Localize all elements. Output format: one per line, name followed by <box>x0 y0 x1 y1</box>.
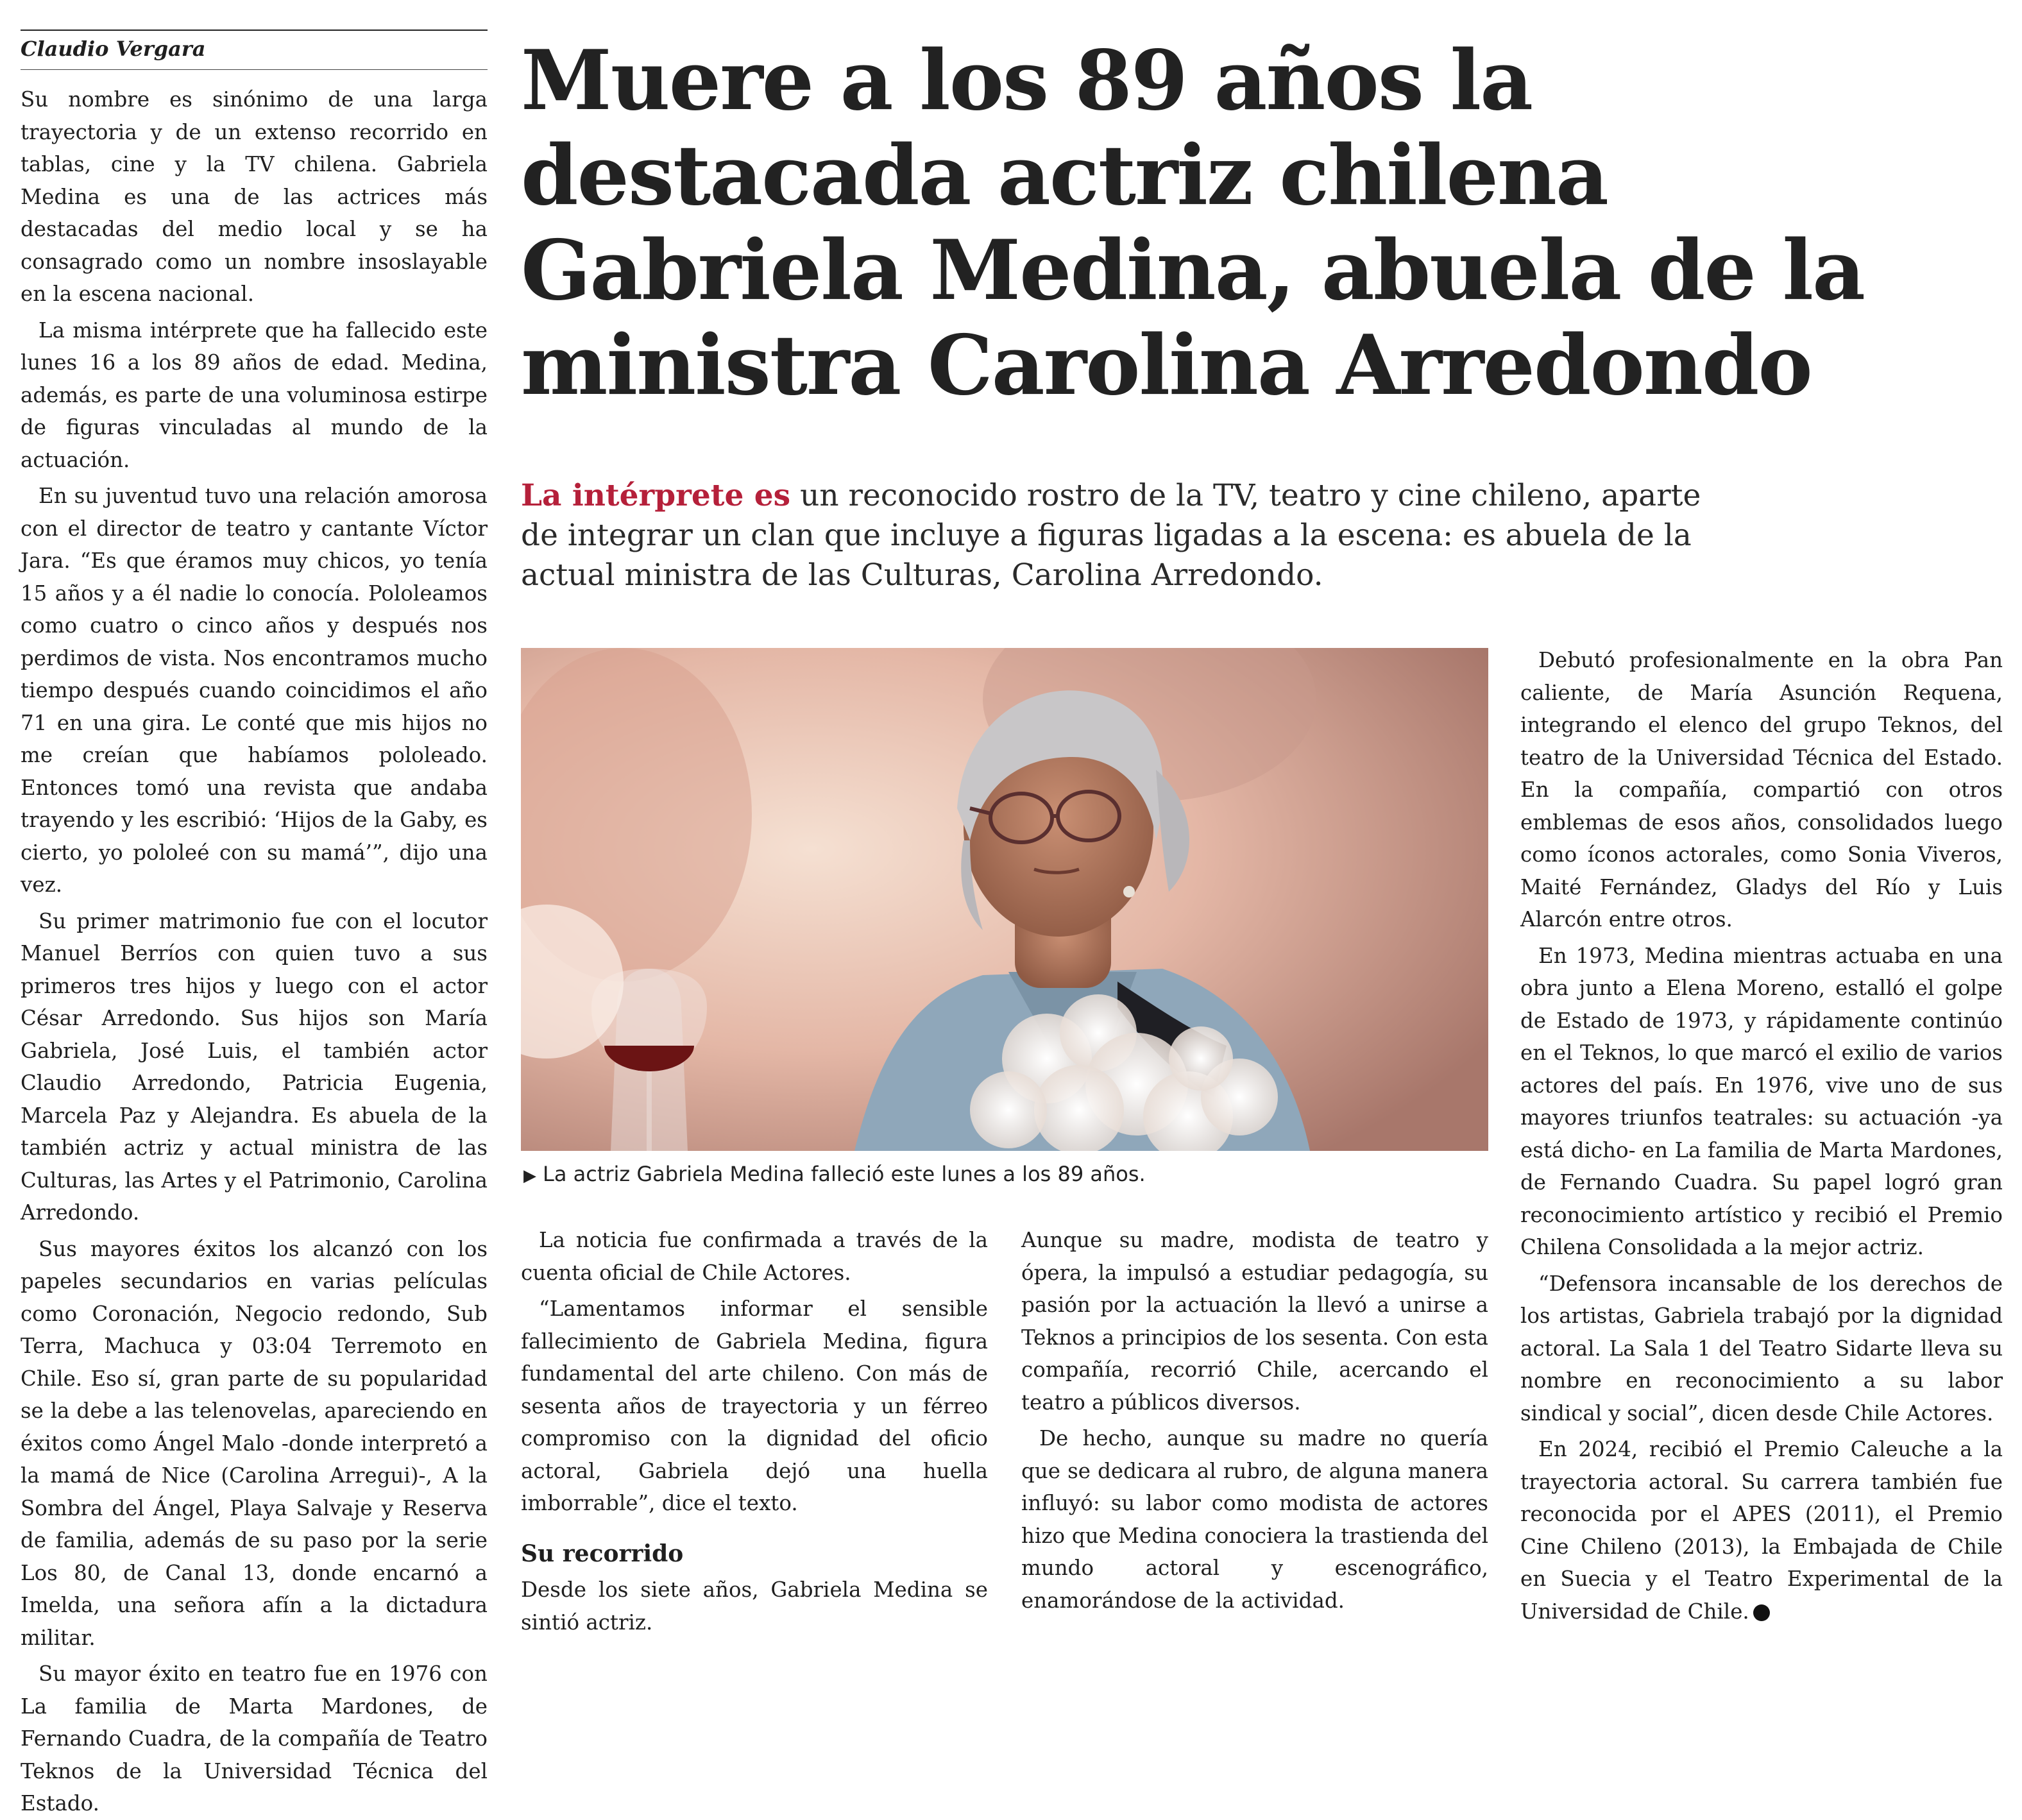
portrait-illustration <box>521 648 1488 1151</box>
paragraph: En su juventud tuvo una relación amorosa con el director de teatro y cantante Víctor Jara. “Es que éramos muy chicos, yo tenía 15 años y a él nadie lo conocía. Pololeamos como cuatro o cinco años y después nos perdimos de vista. Nos encontramos mucho tiempo después cuando coincidimos el año 71 en una gira. Le conté que mis hijos no me creían que habíamos pololeado. Entonces tomó una revista que andaba trayendo y les escribió: ‘Hijos de la Gaby, es cierto, yo pololeé con su mamá’”, dijo una vez. <box>21 484 488 897</box>
article-photo <box>521 648 1488 1151</box>
caption-marker: ▶ <box>523 1166 536 1186</box>
column-a <box>521 1224 988 1638</box>
paragraph: “Lamentamos informar el sensible fallecimiento de Gabriela Medina, figura fundamental del arte chileno. Con más de sesenta años de trayectoria y un férreo compromiso con la dignidad del oficio actoral, Gabriela dejó una huella imborrable”, dice el texto. <box>521 1297 988 1515</box>
deck-text: un reconocido rostro de la TV, teatro y cine chileno, aparte de integrar un clan que incluye a figuras ligadas a la escena: es abuela de la actual ministra de las Culturas, Carolina Arredondo. <box>521 478 1701 593</box>
caption-text: La actriz Gabriela Medina falleció este lunes a los 89 años. <box>543 1162 1146 1186</box>
paragraph: Sus mayores éxitos los alcanzó con los papeles secundarios en varias películas como Coronación, Negocio redondo, Sub Terra, Machuca y 03:04 Terremoto en Chile. Eso sí, gran parte de su popularidad se la debe a las telenovelas, apareciendo en éxitos como Ángel Malo -donde interpretó a la mamá de Nice (Carolina Arregui)-, A la Sombra del Ángel, Playa Salvaje y Reserva de familia, además de su paso por la serie Los 80, de Canal 13, donde encarnó a Imelda, una señora afín a la dictadura militar. <box>21 1236 488 1650</box>
column-c <box>1520 644 2003 1628</box>
paragraph: “Defensora incansable de los derechos de los artistas, Gabriela trabajó por la dignidad actoral. La Sala 1 del Teatro Sidarte lleva su nombre en reconocimiento a su labor sindical y social”, dicen desde Chile Actores. <box>1520 1271 2003 1425</box>
paragraph: Su mayor éxito en teatro fue en 1976 con La familia de Marta Mardones, de Fernando Cuadra, de la compañía de Teatro Teknos de la Universidad Técnica del Estado. <box>21 1662 488 1816</box>
paragraph: Desde los siete años, Gabriela Medina se sintió actriz. <box>521 1578 988 1635</box>
byline-divider <box>21 69 488 70</box>
paragraph: Su nombre es sinónimo de una larga trayectoria y de un extenso recorrido en tablas, cine y la TV chilena. Gabriela Medina es una de las actrices más destacadas del medio local y se ha consagrado como un nombre insoslayable en la escena nacional. <box>21 87 488 306</box>
paragraph: Su primer matrimonio fue con el locutor Manuel Berríos con quien tuvo a sus primeros tres hijos y luego con el actor César Arredondo. Sus hijos son María Gabriela, José Luis, el también actor Claudio Arredondo, Patricia Eugenia, Marcela Paz y Alejandra. Es abuela de la también actriz y actual ministra de las Culturas, las Artes y el Patrimonio, Carolina Arredondo. <box>21 908 488 1225</box>
byline-rule <box>21 30 488 31</box>
deck <box>521 476 1727 595</box>
paragraph-text: En 2024, recibió el Premio Caleuche a la trayectoria actoral. Su carrera también fue reconocida por el APES (2011), el Premio Cine Chileno (2013), la Embajada de Chile en Suecia y el Teatro Experimental de la Universidad de Chile. <box>1520 1437 2003 1624</box>
paragraph: De hecho, aunque su madre no quería que se dedicara al rubro, de alguna manera influyó: su labor como modista de actores hizo que Medina conociera la trastienda del mundo actoral y escenográfico, enamorándose de la actividad. <box>1021 1426 1488 1613</box>
byline: Claudio Vergara <box>21 37 206 61</box>
paragraph: Debutó profesionalmente en la obra Pan caliente, de María Asunción Requena, integrando el elenco del grupo Teknos, del teatro de la Universidad Técnica del Estado. En la compañía, compartió con otros emblemas de esos años, consolidados luego como íconos actorales, como Sonia Viveros, Maité Fernández, Gladys del Río y Luis Alarcón entre otros. <box>1520 648 2003 931</box>
paragraph: En 1973, Medina mientras actuaba en una obra junto a Elena Moreno, estalló el golpe de Estado de 1973, y rápidamente continúo en el Teknos, lo que marcó el exilio de varios actores del país. En 1976, vive uno de sus mayores triunfos teatrales: su actuación -ya está dicho- en La familia de Marta Mardones, de Fernando Cuadra. Su papel logró gran reconocimiento artístico y recibió el Premio Chilena Consolidada a la mejor actriz. <box>1520 943 2003 1259</box>
left-column <box>21 83 488 1820</box>
deck-lead: La intérprete es <box>521 478 791 513</box>
end-mark-icon <box>1753 1604 1770 1621</box>
photo-caption <box>523 1160 1146 1190</box>
subhead: Su recorrido <box>521 1540 684 1567</box>
headline: Muere a los 89 años la destacada actriz chilena Gabriela Medina, abuela de la ministra Carolina Arredondo <box>521 33 1864 414</box>
paragraph: La noticia fue confirmada a través de la cuenta oficial de Chile Actores. <box>521 1228 988 1285</box>
paragraph: Aunque su madre, modista de teatro y ópera, la impulsó a estudiar pedagogía, su pasión por la actuación la llevó a unirse a Teknos a principios de los sesenta. Con esta compañía, recorrió Chile, acercando el teatro a públicos diversos. <box>1021 1228 1488 1415</box>
paragraph <box>1520 1433 2003 1628</box>
paragraph: La misma intérprete que ha fallecido este lunes 16 a los 89 años de edad. Medina, además, es parte de una voluminosa estirpe de figuras vinculadas al mundo de la actuación. <box>21 318 488 472</box>
column-b <box>1021 1224 1488 1617</box>
